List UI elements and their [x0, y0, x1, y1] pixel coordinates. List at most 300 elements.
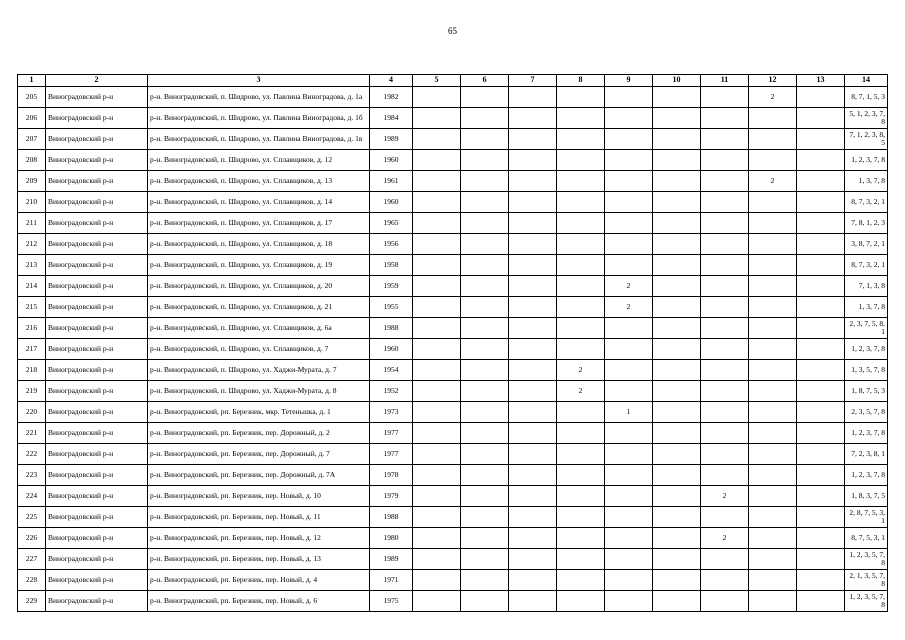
col8-cell — [557, 129, 605, 150]
col13-cell — [797, 276, 845, 297]
col6-cell — [461, 150, 509, 171]
col11-cell — [701, 297, 749, 318]
col12-cell — [749, 213, 797, 234]
address-cell: р-н. Виноградовский, п. Шидрово, ул. Хаджи-Мурата, д. 8 — [148, 381, 370, 402]
year-cell: 1989 — [370, 549, 413, 570]
col9-cell — [605, 486, 653, 507]
address-cell: р-н. Виноградовский, п. Шидрово, ул. Сплавщиков, д. 20 — [148, 276, 370, 297]
district-cell: Виноградовский р-н — [46, 213, 148, 234]
table-row — [18, 108, 888, 129]
col14-cell: 2, 3, 5, 7, 8 — [845, 402, 888, 423]
district-cell: Виноградовский р-н — [46, 192, 148, 213]
row-number: 214 — [18, 276, 46, 297]
col6-cell — [461, 360, 509, 381]
col13-cell — [797, 108, 845, 129]
col14-cell: 8, 7, 1, 5, 3 — [845, 87, 888, 108]
col13-cell — [797, 129, 845, 150]
col10-cell — [653, 108, 701, 129]
col5-cell — [413, 129, 461, 150]
address-cell: р-н. Виноградовский, п. Шидрово, ул. Павлина Виноградова, д. 1б — [148, 108, 370, 129]
col9-cell — [605, 528, 653, 549]
col7-cell — [509, 255, 557, 276]
table-row — [18, 255, 888, 276]
year-cell: 1952 — [370, 381, 413, 402]
col11-cell — [701, 318, 749, 339]
col10-cell — [653, 591, 701, 612]
col13-cell — [797, 528, 845, 549]
col10-cell — [653, 486, 701, 507]
district-cell: Виноградовский р-н — [46, 297, 148, 318]
col11-cell — [701, 423, 749, 444]
table-row — [18, 423, 888, 444]
row-number: 219 — [18, 381, 46, 402]
row-number: 205 — [18, 87, 46, 108]
col12-cell — [749, 549, 797, 570]
col6-cell — [461, 192, 509, 213]
col5-cell — [413, 297, 461, 318]
district-cell: Виноградовский р-н — [46, 255, 148, 276]
col12-cell — [749, 360, 797, 381]
col8-cell — [557, 570, 605, 591]
table-row — [18, 276, 888, 297]
col9-cell — [605, 423, 653, 444]
row-number: 207 — [18, 129, 46, 150]
col8-cell — [557, 423, 605, 444]
col10-cell — [653, 234, 701, 255]
year-cell: 1955 — [370, 297, 413, 318]
col5-cell — [413, 318, 461, 339]
district-cell: Виноградовский р-н — [46, 528, 148, 549]
col8-cell — [557, 528, 605, 549]
address-cell: р-н. Виноградовский, рп. Березник, мкр. Тетеньшка, д. 1 — [148, 402, 370, 423]
column-header: 6 — [461, 75, 509, 87]
address-cell: р-н. Виноградовский, рп. Березник, пер. Дорожный, д. 7 — [148, 444, 370, 465]
district-cell: Виноградовский р-н — [46, 129, 148, 150]
col12-cell — [749, 423, 797, 444]
col11-cell — [701, 549, 749, 570]
year-cell: 1982 — [370, 87, 413, 108]
col7-cell — [509, 402, 557, 423]
col5-cell — [413, 528, 461, 549]
row-number: 221 — [18, 423, 46, 444]
column-header: 1 — [18, 75, 46, 87]
col7-cell — [509, 423, 557, 444]
col13-cell — [797, 549, 845, 570]
address-cell: р-н. Виноградовский, п. Шидрово, ул. Сплавщиков, д. 19 — [148, 255, 370, 276]
address-cell: р-н. Виноградовский, п. Шидрово, ул. Сплавщиков, д. 6а — [148, 318, 370, 339]
col11-cell — [701, 402, 749, 423]
col5-cell — [413, 570, 461, 591]
col11-cell — [701, 507, 749, 528]
col6-cell — [461, 549, 509, 570]
col11-cell — [701, 444, 749, 465]
address-cell: р-н. Виноградовский, п. Шидрово, ул. Сплавщиков, д. 13 — [148, 171, 370, 192]
row-number: 220 — [18, 402, 46, 423]
district-cell: Виноградовский р-н — [46, 150, 148, 171]
table-row — [18, 591, 888, 612]
col5-cell — [413, 444, 461, 465]
district-cell: Виноградовский р-н — [46, 276, 148, 297]
col14-cell: 7, 1, 3, 8 — [845, 276, 888, 297]
year-cell: 1960 — [370, 339, 413, 360]
col14-cell: 2, 3, 7, 5, 8, 1 — [845, 318, 888, 339]
col14-cell: 7, 8, 1, 2, 3 — [845, 213, 888, 234]
col5-cell — [413, 381, 461, 402]
col12-cell — [749, 255, 797, 276]
table-row — [18, 213, 888, 234]
col13-cell — [797, 171, 845, 192]
district-cell: Виноградовский р-н — [46, 234, 148, 255]
col10-cell — [653, 276, 701, 297]
col11-cell — [701, 108, 749, 129]
col11-cell — [701, 234, 749, 255]
col12-cell: 2 — [749, 87, 797, 108]
year-cell: 1959 — [370, 276, 413, 297]
page-number: 65 — [448, 26, 457, 36]
col12-cell — [749, 402, 797, 423]
col6-cell — [461, 465, 509, 486]
col14-cell: 5, 1, 2, 3, 7, 8 — [845, 108, 888, 129]
col8-cell — [557, 234, 605, 255]
col10-cell — [653, 213, 701, 234]
address-cell: р-н. Виноградовский, п. Шидрово, ул. Сплавщиков, д. 12 — [148, 150, 370, 171]
row-number: 225 — [18, 507, 46, 528]
col9-cell — [605, 234, 653, 255]
col6-cell — [461, 402, 509, 423]
col10-cell — [653, 150, 701, 171]
col14-cell: 1, 2, 3, 7, 8 — [845, 465, 888, 486]
col11-cell — [701, 339, 749, 360]
col12-cell — [749, 129, 797, 150]
table-row — [18, 486, 888, 507]
column-header: 14 — [845, 75, 888, 87]
col9-cell — [605, 87, 653, 108]
row-number: 213 — [18, 255, 46, 276]
col12-cell — [749, 297, 797, 318]
col9-cell — [605, 213, 653, 234]
col10-cell — [653, 297, 701, 318]
table-row — [18, 150, 888, 171]
col9-cell: 2 — [605, 297, 653, 318]
col7-cell — [509, 213, 557, 234]
col12-cell — [749, 276, 797, 297]
address-cell: р-н. Виноградовский, п. Шидрово, ул. Сплавщиков, д. 7 — [148, 339, 370, 360]
row-number: 226 — [18, 528, 46, 549]
col14-cell: 2, 1, 3, 5, 7, 8 — [845, 570, 888, 591]
address-cell: р-н. Виноградовский, п. Шидрово, ул. Павлина Виноградова, д. 1в — [148, 129, 370, 150]
col5-cell — [413, 486, 461, 507]
year-cell: 1977 — [370, 423, 413, 444]
year-cell: 1979 — [370, 486, 413, 507]
col8-cell — [557, 591, 605, 612]
col8-cell — [557, 213, 605, 234]
col11-cell — [701, 171, 749, 192]
col7-cell — [509, 234, 557, 255]
address-cell: р-н. Виноградовский, рп. Березник, пер. Новый, д. 10 — [148, 486, 370, 507]
col11-cell — [701, 255, 749, 276]
district-cell: Виноградовский р-н — [46, 108, 148, 129]
col8-cell — [557, 465, 605, 486]
table-row — [18, 297, 888, 318]
col14-cell: 8, 7, 3, 2, 1 — [845, 255, 888, 276]
col14-cell: 8, 7, 3, 2, 1 — [845, 192, 888, 213]
col8-cell — [557, 171, 605, 192]
col12-cell — [749, 444, 797, 465]
col9-cell — [605, 507, 653, 528]
table-row — [18, 360, 888, 381]
district-cell: Виноградовский р-н — [46, 339, 148, 360]
address-cell: р-н. Виноградовский, рп. Березник, пер. Новый, д. 11 — [148, 507, 370, 528]
address-cell: р-н. Виноградовский, рп. Березник, пер. Новый, д. 4 — [148, 570, 370, 591]
col5-cell — [413, 507, 461, 528]
col9-cell — [605, 318, 653, 339]
col13-cell — [797, 234, 845, 255]
col13-cell — [797, 360, 845, 381]
row-number: 212 — [18, 234, 46, 255]
district-cell: Виноградовский р-н — [46, 360, 148, 381]
col6-cell — [461, 444, 509, 465]
col5-cell — [413, 339, 461, 360]
col8-cell — [557, 297, 605, 318]
year-cell: 1984 — [370, 108, 413, 129]
address-cell: р-н. Виноградовский, п. Шидрово, ул. Сплавщиков, д. 21 — [148, 297, 370, 318]
col9-cell — [605, 255, 653, 276]
district-cell: Виноградовский р-н — [46, 423, 148, 444]
col14-cell: 1, 8, 7, 5, 3 — [845, 381, 888, 402]
table-row — [18, 171, 888, 192]
district-cell: Виноградовский р-н — [46, 318, 148, 339]
table-row — [18, 192, 888, 213]
col13-cell — [797, 486, 845, 507]
year-cell: 1971 — [370, 570, 413, 591]
address-cell: р-н. Виноградовский, п. Шидрово, ул. Сплавщиков, д. 14 — [148, 192, 370, 213]
col7-cell — [509, 528, 557, 549]
col7-cell — [509, 87, 557, 108]
col6-cell — [461, 255, 509, 276]
col14-cell: 1, 3, 7, 8 — [845, 297, 888, 318]
col7-cell — [509, 192, 557, 213]
row-number: 222 — [18, 444, 46, 465]
row-number: 227 — [18, 549, 46, 570]
year-cell: 1958 — [370, 255, 413, 276]
row-number: 228 — [18, 570, 46, 591]
col7-cell — [509, 318, 557, 339]
col6-cell — [461, 423, 509, 444]
col8-cell: 2 — [557, 381, 605, 402]
year-cell: 1980 — [370, 528, 413, 549]
column-header: 12 — [749, 75, 797, 87]
col6-cell — [461, 570, 509, 591]
col14-cell: 1, 8, 3, 7, 5 — [845, 486, 888, 507]
year-cell: 1954 — [370, 360, 413, 381]
col7-cell — [509, 297, 557, 318]
col10-cell — [653, 423, 701, 444]
col6-cell — [461, 591, 509, 612]
col12-cell — [749, 486, 797, 507]
col8-cell — [557, 339, 605, 360]
column-header: 8 — [557, 75, 605, 87]
col11-cell — [701, 213, 749, 234]
col8-cell — [557, 549, 605, 570]
row-number: 210 — [18, 192, 46, 213]
year-cell: 1973 — [370, 402, 413, 423]
col8-cell — [557, 402, 605, 423]
col12-cell — [749, 150, 797, 171]
row-number: 216 — [18, 318, 46, 339]
table-row — [18, 444, 888, 465]
col6-cell — [461, 297, 509, 318]
district-cell: Виноградовский р-н — [46, 591, 148, 612]
col6-cell — [461, 318, 509, 339]
col7-cell — [509, 507, 557, 528]
table-row — [18, 465, 888, 486]
col11-cell — [701, 570, 749, 591]
column-header: 4 — [370, 75, 413, 87]
col13-cell — [797, 423, 845, 444]
col6-cell — [461, 129, 509, 150]
column-header: 9 — [605, 75, 653, 87]
year-cell: 1977 — [370, 444, 413, 465]
year-cell: 1965 — [370, 213, 413, 234]
row-number: 211 — [18, 213, 46, 234]
col14-cell: 7, 2, 3, 8, 1 — [845, 444, 888, 465]
col14-cell: 7, 1, 2, 3, 8, 5 — [845, 129, 888, 150]
col9-cell — [605, 108, 653, 129]
col12-cell — [749, 381, 797, 402]
col7-cell — [509, 171, 557, 192]
row-number: 223 — [18, 465, 46, 486]
col14-cell: 2, 8, 7, 5, 3, 1 — [845, 507, 888, 528]
col13-cell — [797, 570, 845, 591]
col11-cell — [701, 381, 749, 402]
col9-cell — [605, 444, 653, 465]
col8-cell — [557, 108, 605, 129]
col7-cell — [509, 360, 557, 381]
col5-cell — [413, 402, 461, 423]
col7-cell — [509, 570, 557, 591]
column-header: 10 — [653, 75, 701, 87]
col6-cell — [461, 486, 509, 507]
col9-cell — [605, 465, 653, 486]
address-cell: р-н. Виноградовский, рп. Березник, пер. Новый, д. 13 — [148, 549, 370, 570]
col6-cell — [461, 234, 509, 255]
col14-cell: 3, 8, 7, 2, 1 — [845, 234, 888, 255]
col13-cell — [797, 507, 845, 528]
col13-cell — [797, 444, 845, 465]
col12-cell — [749, 528, 797, 549]
col13-cell — [797, 297, 845, 318]
row-number: 206 — [18, 108, 46, 129]
col8-cell — [557, 486, 605, 507]
col5-cell — [413, 255, 461, 276]
col10-cell — [653, 339, 701, 360]
row-number: 208 — [18, 150, 46, 171]
header-row — [18, 75, 888, 87]
col9-cell — [605, 150, 653, 171]
column-header: 2 — [46, 75, 148, 87]
col6-cell — [461, 108, 509, 129]
col9-cell — [605, 570, 653, 591]
table-row — [18, 129, 888, 150]
address-cell: р-н. Виноградовский, рп. Березник, пер. Дорожный, д. 2 — [148, 423, 370, 444]
year-cell: 1989 — [370, 129, 413, 150]
col9-cell — [605, 549, 653, 570]
table-row — [18, 318, 888, 339]
col12-cell — [749, 318, 797, 339]
col5-cell — [413, 360, 461, 381]
district-cell: Виноградовский р-н — [46, 171, 148, 192]
col9-cell: 2 — [605, 276, 653, 297]
col11-cell — [701, 360, 749, 381]
address-cell: р-н. Виноградовский, рп. Березник, пер. Новый, д. 12 — [148, 528, 370, 549]
col12-cell — [749, 108, 797, 129]
col5-cell — [413, 171, 461, 192]
col5-cell — [413, 234, 461, 255]
address-cell: р-н. Виноградовский, п. Шидрово, ул. Сплавщиков, д. 18 — [148, 234, 370, 255]
district-cell: Виноградовский р-н — [46, 507, 148, 528]
col9-cell — [605, 381, 653, 402]
year-cell: 1988 — [370, 507, 413, 528]
col10-cell — [653, 507, 701, 528]
col7-cell — [509, 339, 557, 360]
col12-cell — [749, 591, 797, 612]
col12-cell — [749, 192, 797, 213]
col13-cell — [797, 87, 845, 108]
col9-cell — [605, 129, 653, 150]
col14-cell: 1, 3, 7, 8 — [845, 171, 888, 192]
col6-cell — [461, 339, 509, 360]
col10-cell — [653, 171, 701, 192]
column-header: 5 — [413, 75, 461, 87]
col6-cell — [461, 507, 509, 528]
col8-cell — [557, 150, 605, 171]
table-row — [18, 570, 888, 591]
col8-cell — [557, 507, 605, 528]
col8-cell — [557, 255, 605, 276]
district-cell: Виноградовский р-н — [46, 549, 148, 570]
col5-cell — [413, 549, 461, 570]
col5-cell — [413, 213, 461, 234]
col8-cell: 2 — [557, 360, 605, 381]
col10-cell — [653, 129, 701, 150]
col7-cell — [509, 549, 557, 570]
col13-cell — [797, 591, 845, 612]
col9-cell — [605, 171, 653, 192]
col10-cell — [653, 381, 701, 402]
col10-cell — [653, 255, 701, 276]
col5-cell — [413, 87, 461, 108]
col10-cell — [653, 402, 701, 423]
col13-cell — [797, 255, 845, 276]
col14-cell: 1, 2, 3, 7, 8 — [845, 150, 888, 171]
address-cell: р-н. Виноградовский, п. Шидрово, ул. Хаджи-Мурата, д. 7 — [148, 360, 370, 381]
col10-cell — [653, 318, 701, 339]
col9-cell — [605, 360, 653, 381]
col14-cell: 1, 2, 3, 5, 7, 8 — [845, 549, 888, 570]
col9-cell — [605, 192, 653, 213]
col11-cell: 2 — [701, 528, 749, 549]
table-row — [18, 381, 888, 402]
col6-cell — [461, 276, 509, 297]
address-cell: р-н. Виноградовский, п. Шидрово, ул. Сплавщиков, д. 17 — [148, 213, 370, 234]
column-header: 7 — [509, 75, 557, 87]
col14-cell: 1, 2, 3, 7, 8 — [845, 423, 888, 444]
district-cell: Виноградовский р-н — [46, 381, 148, 402]
year-cell: 1960 — [370, 150, 413, 171]
col7-cell — [509, 276, 557, 297]
row-number: 224 — [18, 486, 46, 507]
col12-cell — [749, 465, 797, 486]
